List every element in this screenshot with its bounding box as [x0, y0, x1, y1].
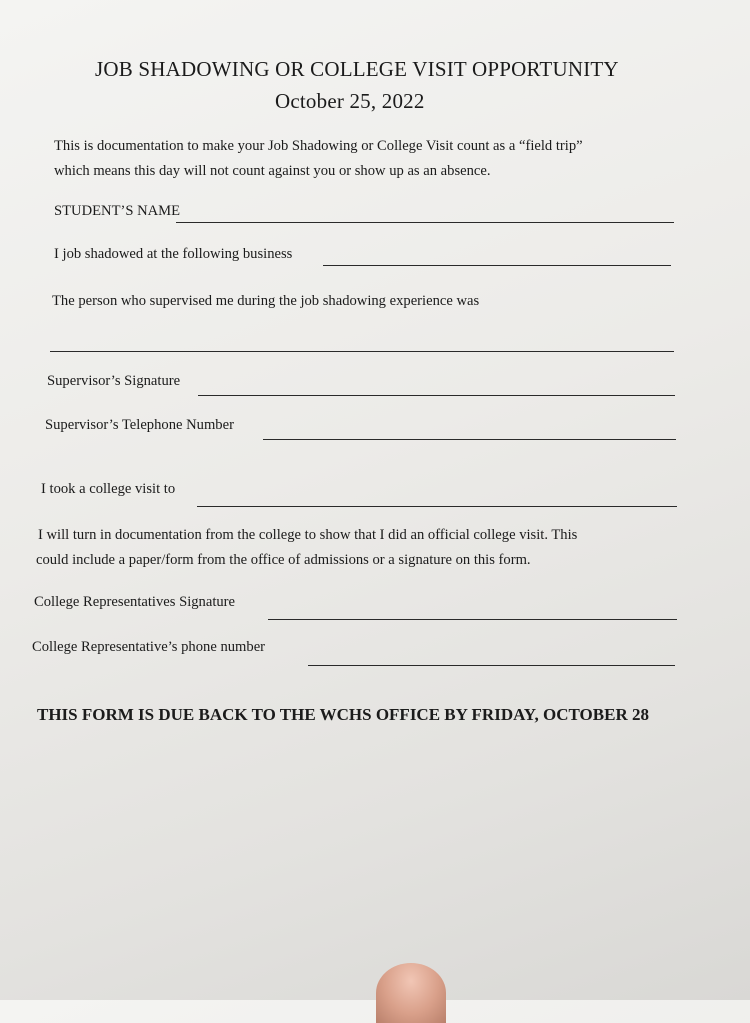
college-rep-signature-field[interactable]: [268, 619, 677, 620]
college-visit-label: I took a college visit to: [41, 481, 176, 497]
supervisor-phone-field[interactable]: [263, 439, 676, 440]
college-doc-text-line2: could include a paper/form from the office of admissions or a signature on this form.: [36, 552, 531, 568]
business-label: I job shadowed at the following business: [54, 246, 293, 262]
supervisor-person-label: The person who supervised me during the job shadowing experience was: [52, 293, 480, 309]
thumb: [376, 963, 446, 1023]
supervisor-signature-label: Supervisor’s Signature: [47, 373, 181, 389]
college-rep-phone-label: College Representative’s phone number: [32, 639, 266, 655]
form-date: October 25, 2022: [275, 89, 425, 113]
form-title: JOB SHADOWING OR COLLEGE VISIT OPPORTUNITY: [95, 57, 619, 81]
college-doc-text-line1: I will turn in documentation from the college to show that I did an official college visit. This: [38, 527, 578, 543]
intro-text-line1: This is documentation to make your Job Shadowing or College Visit count as a “field trip”: [54, 138, 583, 154]
business-field[interactable]: [323, 265, 671, 266]
college-rep-phone-field[interactable]: [308, 665, 675, 666]
college-visit-field[interactable]: [197, 506, 677, 507]
student-name-label: STUDENT’S NAME: [54, 203, 181, 219]
due-notice: THIS FORM IS DUE BACK TO THE WCHS OFFICE BY FRIDAY, OCTOBER 28: [37, 705, 649, 724]
intro-text-line2: which means this day will not count against you or show up as an absence.: [54, 163, 491, 179]
supervisor-phone-label: Supervisor’s Telephone Number: [45, 417, 234, 433]
supervisor-signature-field[interactable]: [198, 395, 675, 396]
student-name-field[interactable]: [176, 222, 674, 223]
college-rep-signature-label: College Representatives Signature: [34, 594, 236, 610]
supervisor-person-field[interactable]: [50, 351, 674, 352]
